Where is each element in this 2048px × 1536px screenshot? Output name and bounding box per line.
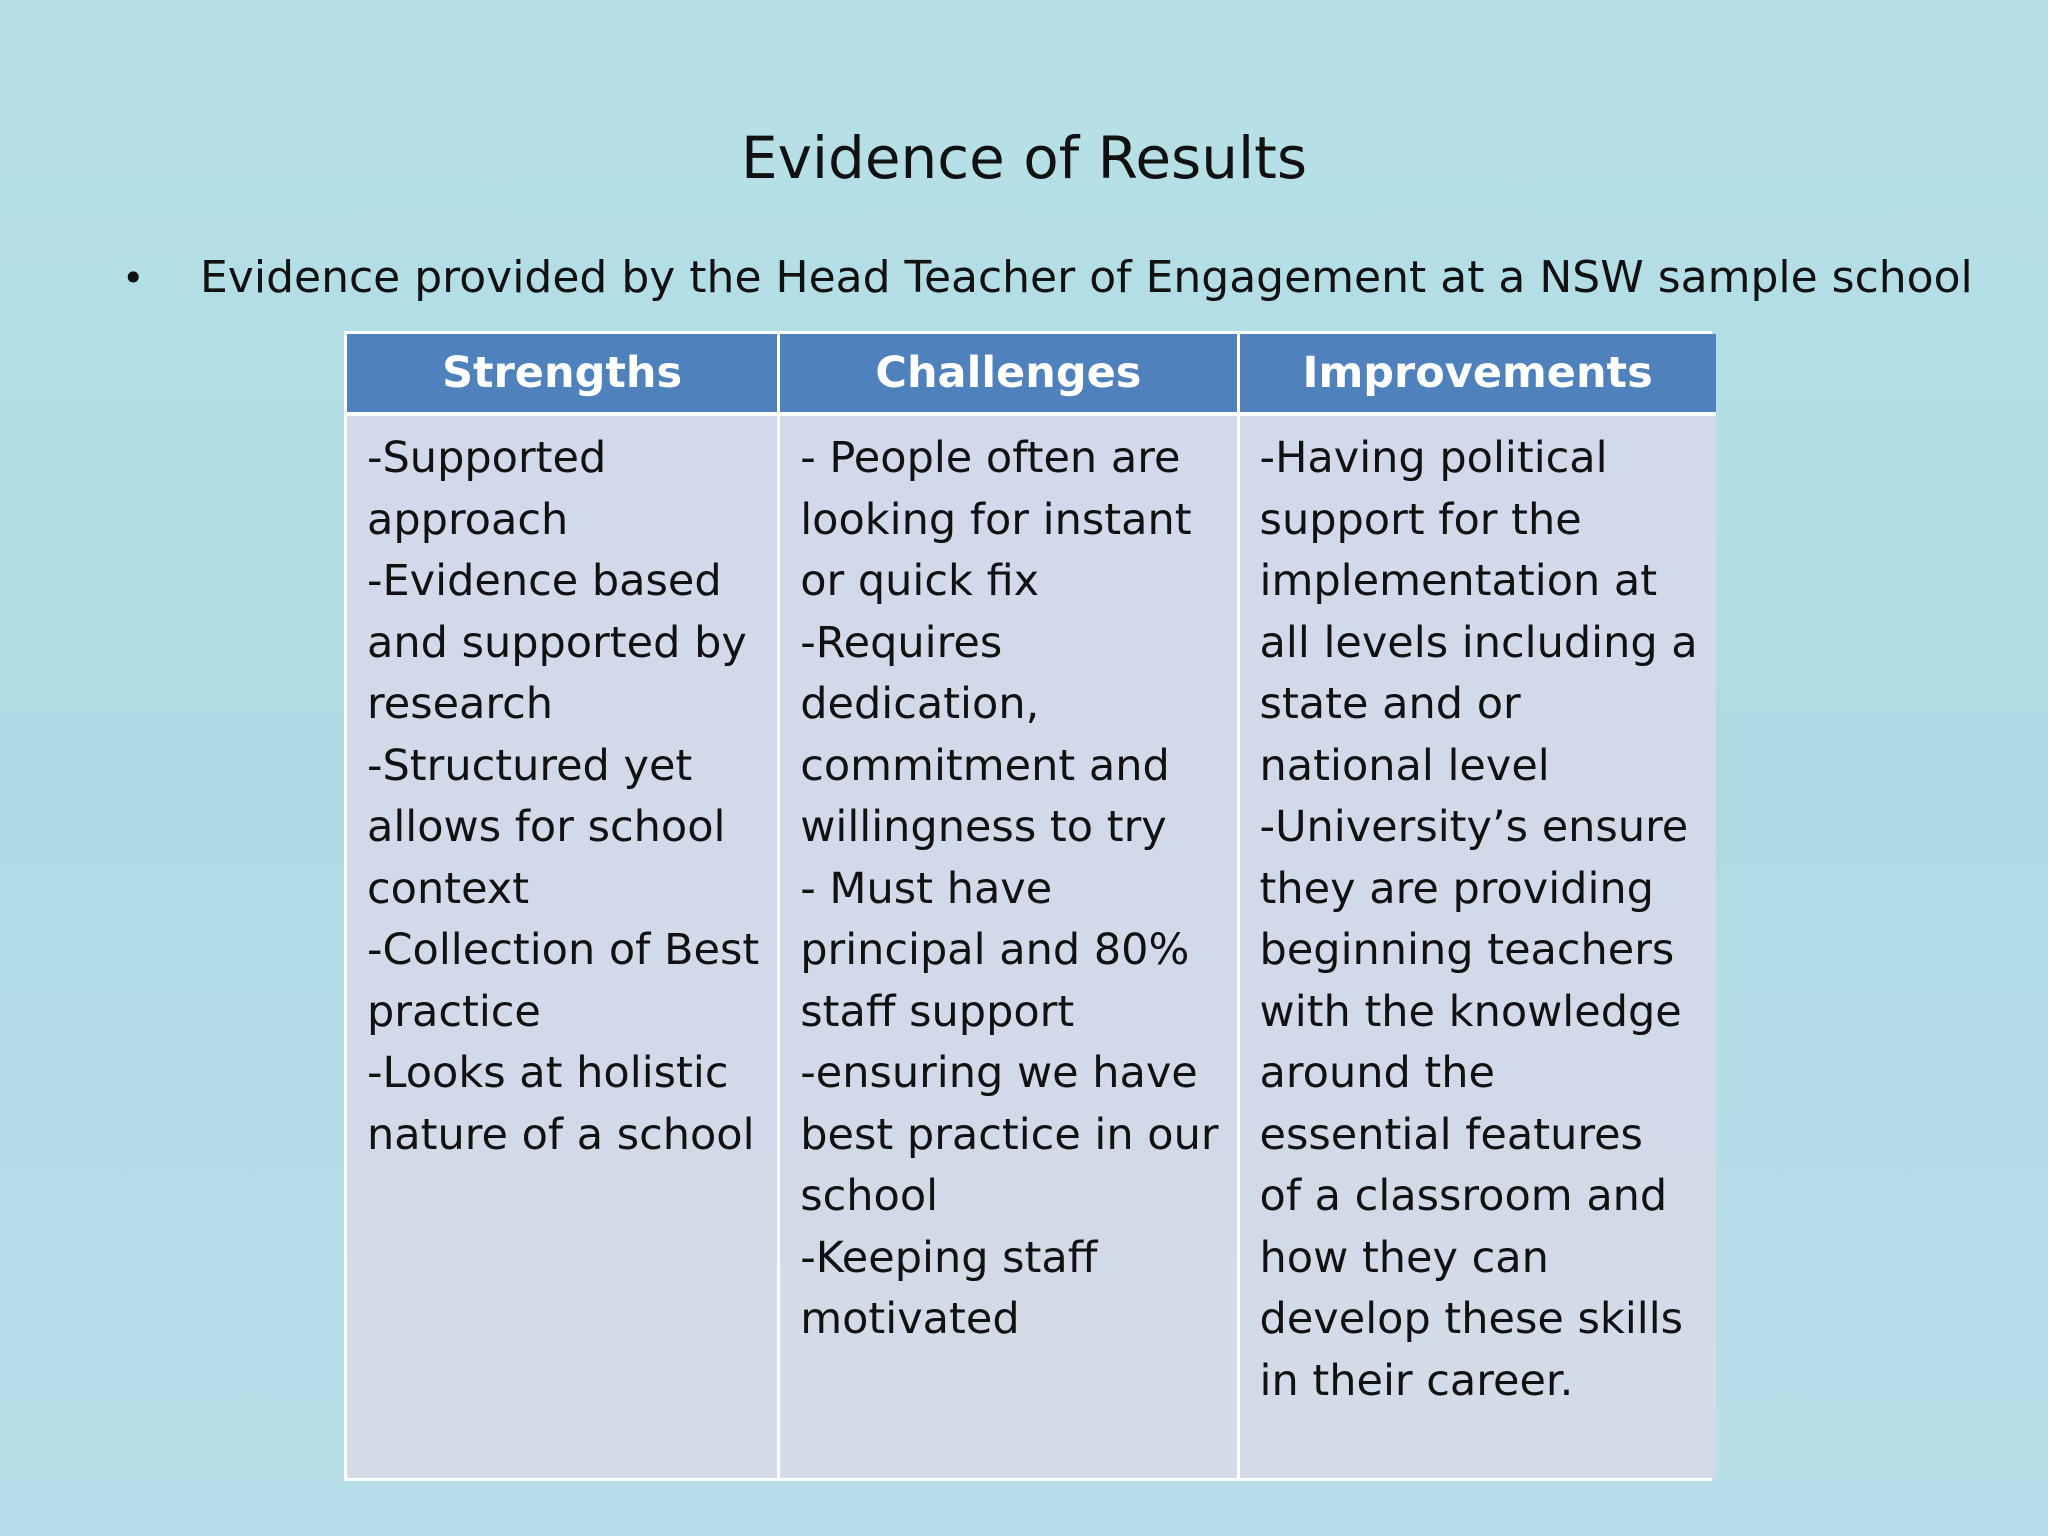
cell-line: school	[800, 1171, 939, 1221]
cell-line: -Collection of Best	[367, 925, 760, 975]
cell-line: -Evidence based	[367, 556, 722, 606]
cell-line: -University’s ensure	[1259, 802, 1689, 852]
cell-line: -Keeping staff	[800, 1232, 1098, 1283]
cell-line: -Having political	[1259, 433, 1608, 483]
cell-line: or quick fix	[800, 556, 1040, 606]
cell-line: allows for school	[367, 802, 726, 852]
results-table	[344, 331, 1712, 1481]
cell-line: around the	[1259, 1048, 1495, 1098]
cell-line: practice	[367, 986, 541, 1037]
cell-strengths	[347, 416, 780, 1478]
cell-line: in their career.	[1259, 1355, 1574, 1406]
cell-line: they are providing	[1259, 863, 1654, 914]
cell-line: essential features	[1259, 1109, 1643, 1160]
cell-line: nature of a school	[367, 1109, 755, 1160]
cell-line: -Supported	[367, 433, 607, 483]
cell-line: with the knowledge	[1259, 986, 1682, 1037]
cell-line: - People often are	[800, 433, 1181, 483]
cell-line: - Must have	[800, 863, 1053, 914]
cell-line: develop these skills	[1259, 1294, 1684, 1344]
cell-line: looking for instant	[800, 494, 1192, 545]
header-challenges: Challenges	[780, 334, 1239, 416]
cell-line: context	[367, 863, 530, 914]
cell-line: approach	[367, 494, 569, 545]
slide-title: Evidence of Results	[740, 124, 1308, 192]
bullet-dot-icon: •	[122, 256, 145, 300]
bullet-item	[118, 248, 2018, 308]
cell-line: principal and 80%	[800, 925, 1190, 975]
cell-line: beginning teachers	[1259, 925, 1675, 975]
cell-line: willingness to try	[800, 802, 1167, 852]
cell-line: support for the	[1259, 494, 1582, 545]
cell-line: research	[367, 679, 554, 729]
cell-line: state and or	[1259, 679, 1521, 729]
cell-line: dedication,	[800, 679, 1040, 729]
cell-line: -Structured yet	[367, 740, 693, 791]
cell-line: of a classroom and	[1259, 1171, 1668, 1221]
cell-line: commitment and	[800, 740, 1170, 791]
header-improvements: Improvements	[1240, 334, 1716, 416]
cell-line: all levels including a	[1259, 617, 1698, 668]
cell-line: -Requires	[800, 617, 1003, 668]
cell-line: motivated	[800, 1294, 1020, 1344]
cell-improvements	[1240, 416, 1716, 1478]
cell-line: -ensuring we have	[800, 1048, 1198, 1098]
cell-line: best practice in our	[800, 1109, 1219, 1160]
bullet-text: Evidence provided by the Head Teacher of Engagement at a NSW sample school	[200, 252, 1973, 303]
cell-line: -Looks at holistic	[367, 1048, 729, 1098]
cell-line: national level	[1259, 740, 1550, 791]
cell-line: how they can	[1259, 1232, 1549, 1283]
cell-challenges	[780, 416, 1239, 1478]
header-strengths: Strengths	[347, 334, 780, 416]
cell-line: and supported by	[367, 617, 747, 668]
cell-line: implementation at	[1259, 556, 1658, 606]
cell-line: staff support	[800, 986, 1075, 1037]
